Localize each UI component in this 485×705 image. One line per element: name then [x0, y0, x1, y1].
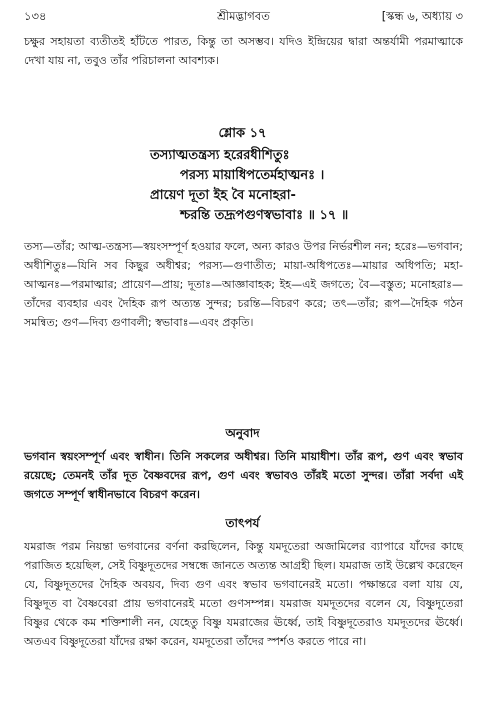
page-number: ১৩৪	[24, 9, 47, 23]
purport-heading: তাৎপর্য	[225, 516, 260, 530]
verse-line: তস্যাত্মতন্ত্রস্য হরেরধীশিতুঃ	[150, 148, 290, 163]
chapter-reference: [স্কন্ধ ৬, অধ্যায় ৩	[381, 9, 463, 23]
translation-heading: অনুবাদ	[225, 426, 260, 440]
intro-paragraph: চক্ষুর সহায়তা ব্যতীতই হাঁটতে পারত, কিন্তু তা অসম্ভব। যদিও ইন্দ্রিয়ের দ্বারা অন্তর্যামী পরমাত্মাকে দেখা যায় না, তবুও তাঁর পরিচালনা আবশ্যক।	[24, 35, 463, 67]
verse-text	[0, 146, 485, 226]
translation-paragraph: ভগবান স্বয়ংসম্পূর্ণ এবং স্বাধীন। তিনি সকলের অধীশ্বর। তিনি মায়াধীশ। তাঁর রূপ, গুণ এবং স্বভাব রয়েছে; তেমনই তাঁর দূত বৈষ্ণবদের রূপ, গুণ এবং স্বভাবও তাঁরই মতো সুন্দর। তাঁরা সর্বদা এই জগতে সম্পূর্ণ স্বাধীনভাবে বিচরণ করেন।	[24, 450, 463, 501]
running-title: শ্রীমদ্ভাগবত	[217, 9, 270, 23]
synonyms-paragraph: তস্য—তাঁর; আত্ম-তন্ত্রস্য—স্বয়ংসম্পূর্ণ হওয়ার ফলে, অন্য কারও উপর নির্ভরশীল নন; হরেঃ—ভগবান; অধীশিতুঃ—যিনি সব কিছুর অধীশ্বর; পরস্য—গুণাতীত; মায়া-অধিপতেঃ—মায়ার অধিপতি; মহা-আত্মনঃ—পরমাত্মার; প্রায়েণ—প্রায়; দূতাঃ—আজ্ঞাবাহক; ইহ—এই জগতে; বৈ—বস্তুত; মনোহরাঃ—তাঁদের ব্যবহার এবং দৈহিক রূপ অত্যন্ত সুন্দর; চরন্তি—বিচরণ করে; তৎ—তাঁর; রূপ—দৈহিক গঠন সমন্বিত; গুণ—দিব্য গুণাবলী; স্বভাবাঃ—এবং প্রকৃতি।	[24, 240, 463, 329]
verse-line: পরস্য মায়াধিপতের্মহাত্মনঃ ।	[180, 168, 325, 183]
verse-line: প্রায়েণ দূতা ইহ বৈ মনোহরা-	[150, 188, 296, 203]
verse-heading: শ্লোক ১৭	[218, 126, 267, 141]
page-header	[24, 8, 463, 28]
verse-line: শ্চরন্তি তদ্রূপগুণস্বভাবাঃ ॥ ১৭ ॥	[180, 208, 349, 223]
purport-paragraph: যমরাজ পরম নিয়ন্তা ভগবানের বর্ণনা করছিলেন, কিন্তু যমদূতেরা অজামিলের ব্যাপারে যাঁদের কাছে পরাজিত হয়েছিল, সেই বিষ্ণুদূতদের সম্বন্ধে জানতে অত্যন্ত আগ্রহী ছিল। যমরাজ তাই উল্লেখ করেছেন যে, বিষ্ণুদূতদের দৈহিক অবয়ব, দিব্য গুণ এবং স্বভাব ভগবানেরই মতো। পক্ষান্তরে বলা যায় যে, বিষ্ণুদূত বা বৈষ্ণবেরা প্রায় ভগবানেরই মতো গুণসম্পন্ন। যমরাজ যমদূতদের বলেন যে, বিষ্ণুদূতেরা বিষ্ণুর থেকে কম শক্তিশালী নন, যেহেতু বিষ্ণু যমরাজের ঊর্ধ্বে, তাই বিষ্ণুদূতেরাও যমদূতদের ঊর্ধ্বে। অতএব বিষ্ণুদূতেরা যাঁদের রক্ষা করেন, যমদূতেরা তাঁদের স্পর্শও করতে পারে না।	[24, 540, 463, 648]
